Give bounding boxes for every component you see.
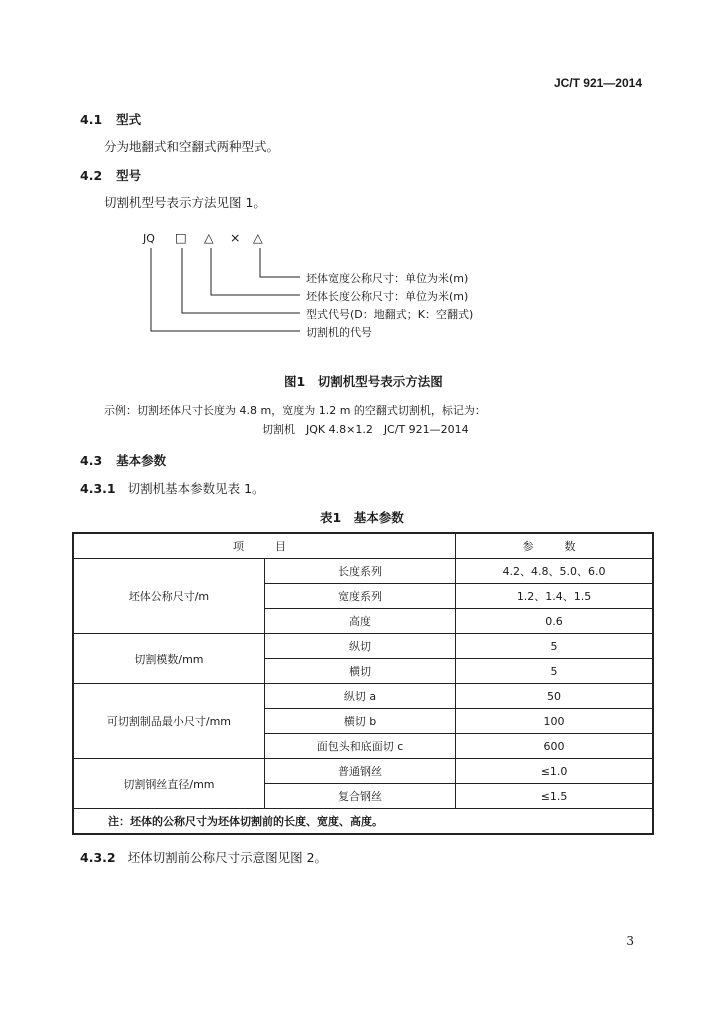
section-4-3-heading <box>80 451 166 469</box>
row-label: 纵切 a <box>264 684 455 709</box>
table-note-row <box>73 809 653 835</box>
row-value: 0.6 <box>456 609 653 634</box>
row-value: ≤1.5 <box>456 784 653 809</box>
section-4-2-body: 切割机型号表示方法见图 1。 <box>104 195 266 210</box>
section-number: 4.3.2 <box>80 850 116 865</box>
table-row <box>73 559 653 584</box>
code-times-sign: × <box>230 230 241 245</box>
section-4-3-2 <box>80 848 327 866</box>
table-row <box>73 684 653 709</box>
row-label: 长度系列 <box>264 559 455 584</box>
figure-1-label-machine-code: 切割机的代号 <box>306 326 372 339</box>
row-value: 5 <box>456 634 653 659</box>
row-label: 普通钢丝 <box>264 759 455 784</box>
section-body: 切割机基本参数见表 1。 <box>127 481 265 496</box>
row-label: 横切 <box>264 659 455 684</box>
row-label: 高度 <box>264 609 455 634</box>
table-1-caption: 表1 基本参数 <box>320 510 404 525</box>
table-note: 注：坯体的公称尺寸为坯体切割前的长度、宽度、高度。 <box>73 809 653 835</box>
group-label: 坯体公称尺寸/m <box>73 559 264 634</box>
figure-1-caption: 图1 切割机型号表示方法图 <box>284 374 443 389</box>
row-label: 横切 b <box>264 709 455 734</box>
group-label: 可切割制品最小尺寸/mm <box>73 684 264 759</box>
page-number: 3 <box>626 934 634 948</box>
group-label: 切割模数/mm <box>73 634 264 684</box>
figure-1-label-length: 坯体长度公称尺寸：单位为米(m) <box>306 290 469 303</box>
row-value: ≤1.0 <box>456 759 653 784</box>
table-row <box>73 759 653 784</box>
code-width-triangle: △ <box>253 230 263 245</box>
header-item: 项 目 <box>73 533 456 559</box>
table-row <box>73 634 653 659</box>
section-title: 型号 <box>116 168 142 183</box>
table-1-basic-parameters <box>72 532 654 835</box>
code-type-box: □ <box>175 230 187 245</box>
section-title: 基本参数 <box>116 453 167 468</box>
row-label: 纵切 <box>264 634 455 659</box>
table-header-row <box>73 533 653 559</box>
header-parameter: 参 数 <box>456 533 653 559</box>
section-4-1-body: 分为地翻式和空翻式两种型式。 <box>104 139 280 154</box>
figure-1-label-width: 坯体宽度公称尺寸：单位为米(m) <box>306 272 469 285</box>
row-value: 5 <box>456 659 653 684</box>
row-value: 100 <box>456 709 653 734</box>
section-body: 坯体切割前公称尺寸示意图见图 2。 <box>127 850 328 865</box>
code-jq: JQ <box>143 232 155 245</box>
code-length-triangle: △ <box>204 230 214 245</box>
section-title: 型式 <box>116 112 142 127</box>
section-number: 4.3.1 <box>80 481 116 496</box>
row-label: 复合钢丝 <box>264 784 455 809</box>
row-value: 1.2、1.4、1.5 <box>456 584 653 609</box>
section-number: 4.3 <box>80 453 103 468</box>
row-value: 4.2、4.8、5.0、6.0 <box>456 559 653 584</box>
row-value: 600 <box>456 734 653 759</box>
row-label: 面包头和底面切 c <box>264 734 455 759</box>
example-line-2: 切割机 JQK 4.8×1.2 JC/T 921—2014 <box>262 423 469 436</box>
figure-1-label-type: 型式代号(D：地翻式；K：空翻式) <box>306 308 474 321</box>
standard-number: JC/T 921—2014 <box>553 76 642 90</box>
section-number: 4.2 <box>80 168 103 183</box>
row-value: 50 <box>456 684 653 709</box>
group-label: 切割钢丝直径/mm <box>73 759 264 809</box>
section-4-3-1 <box>80 479 265 497</box>
row-label: 宽度系列 <box>264 584 455 609</box>
section-number: 4.1 <box>80 112 103 127</box>
example-line-1: 示例：切割坯体尺寸长度为 4.8 m，宽度为 1.2 m 的空翻式切割机，标记为： <box>104 404 486 417</box>
